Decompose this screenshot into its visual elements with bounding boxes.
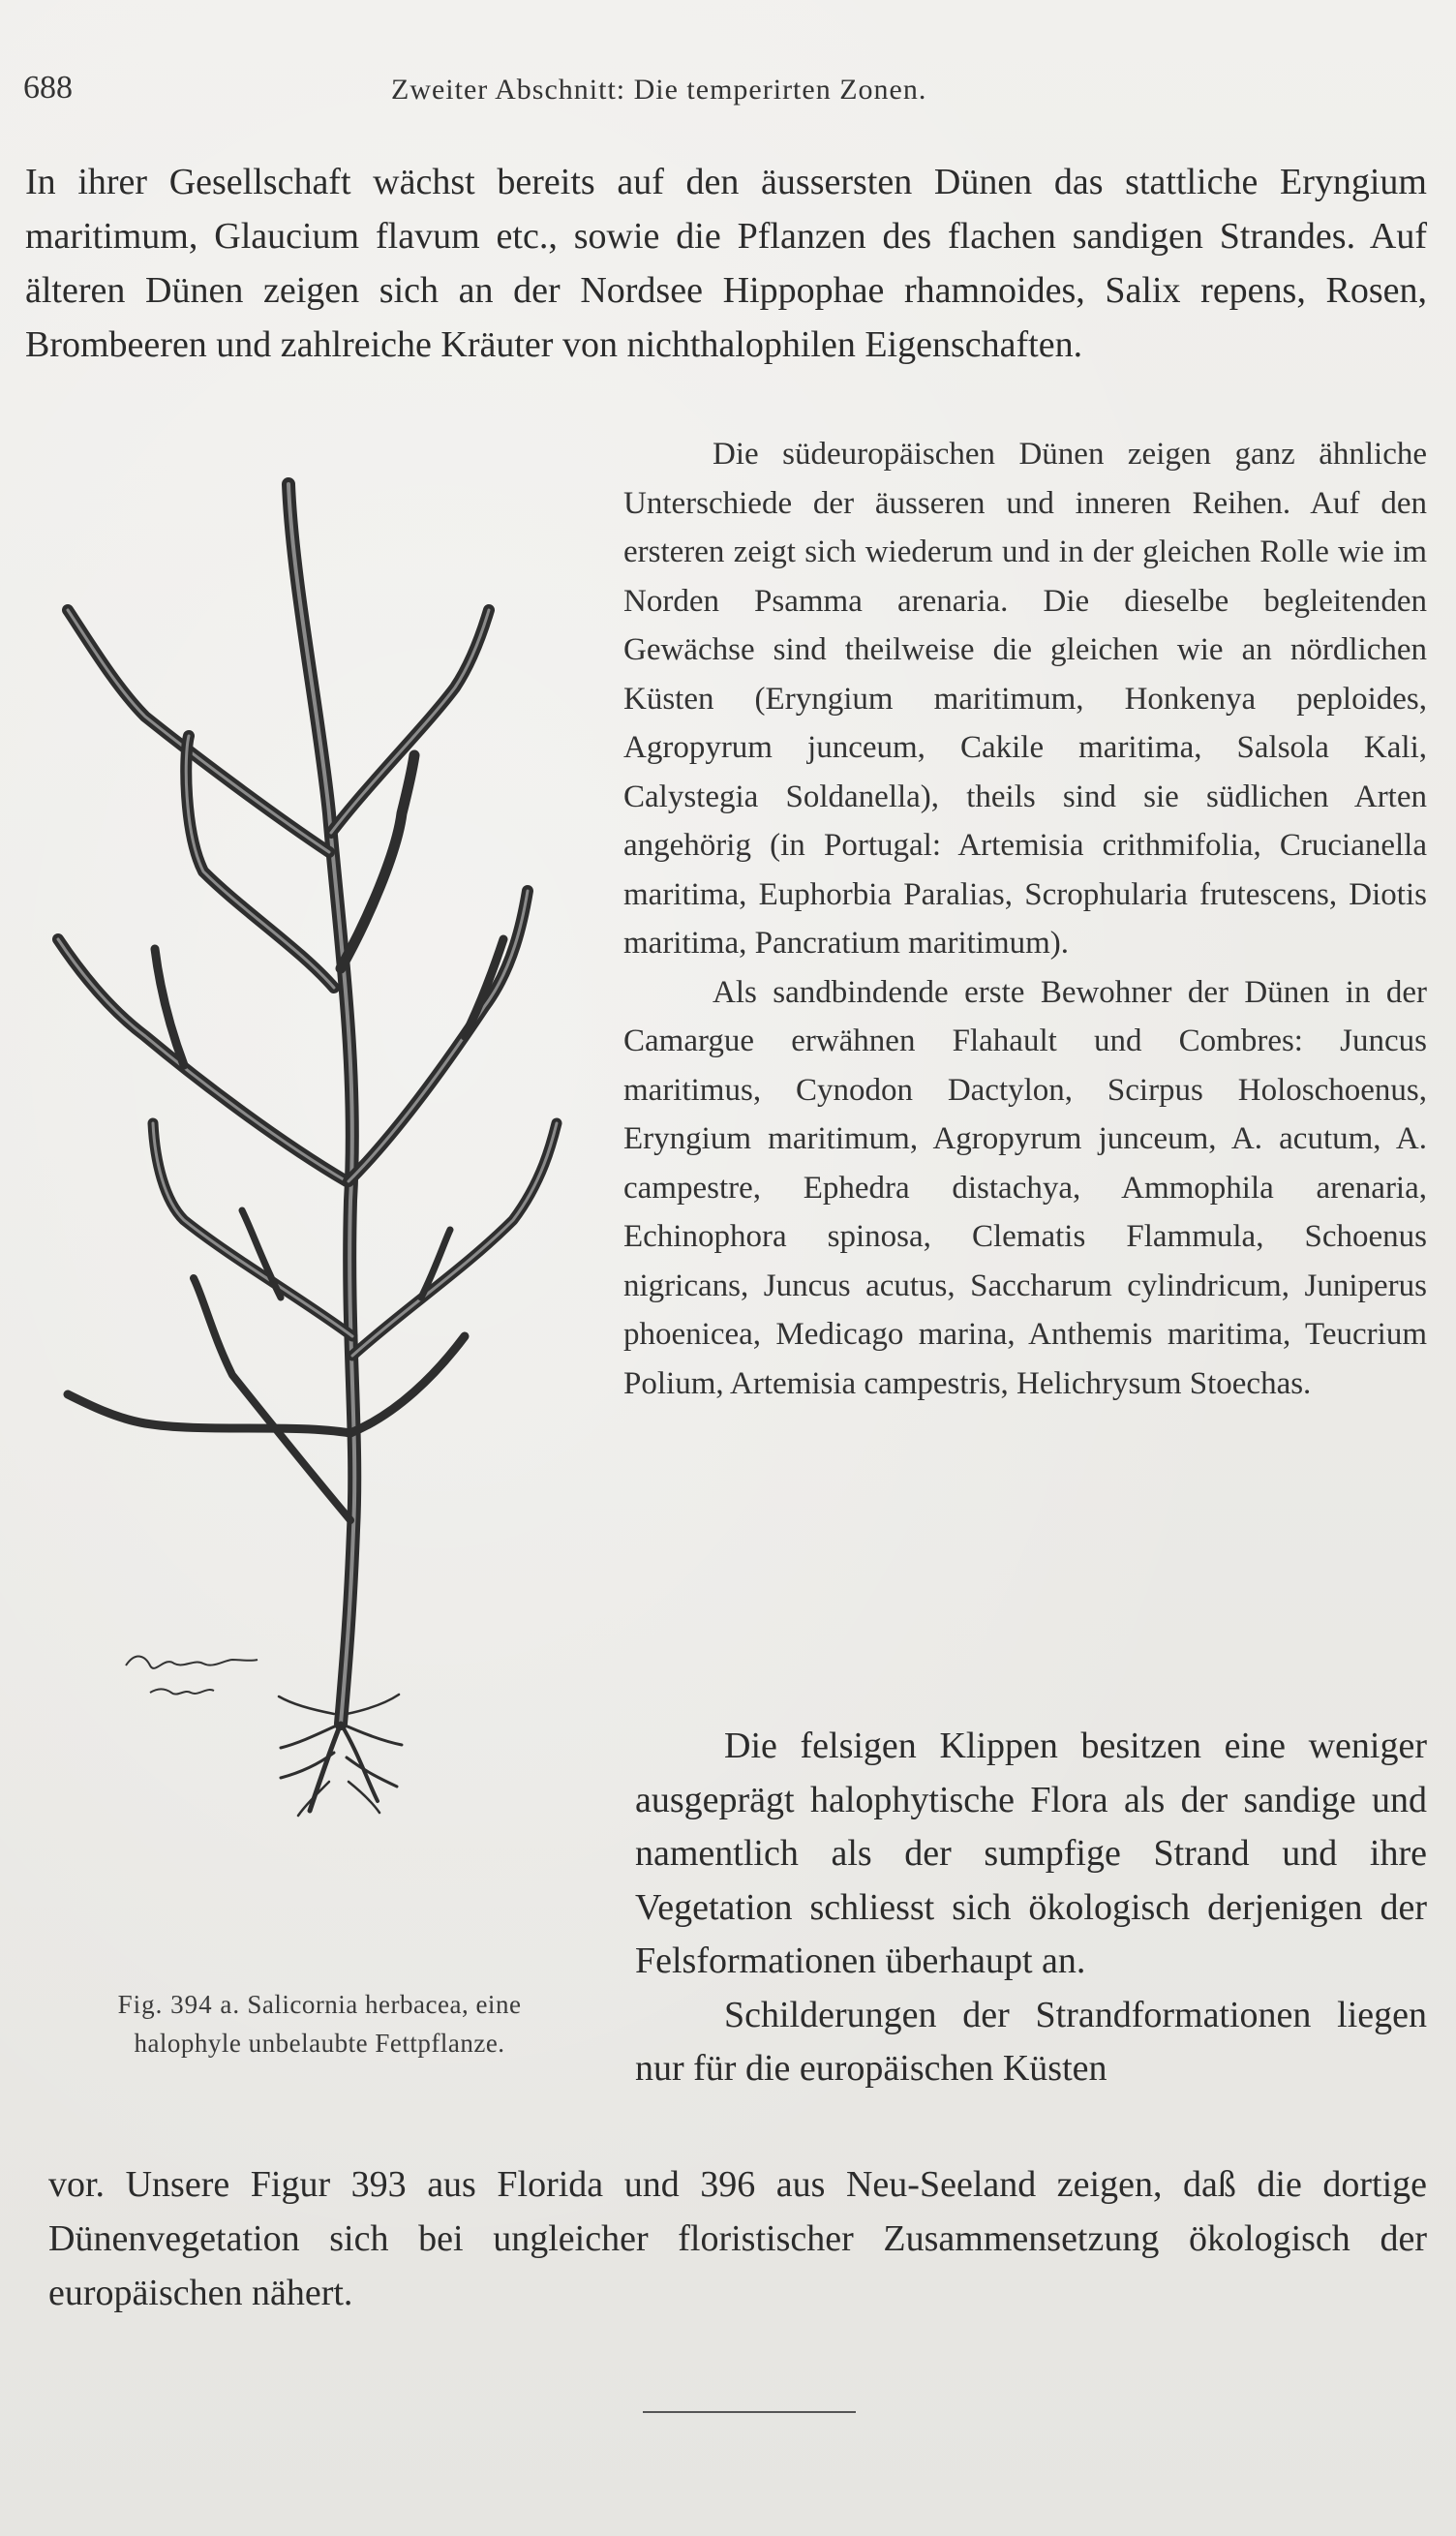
paragraph-rocky-cliffs: Die felsigen Klippen besitzen eine weniger ausgeprägt halophytische Flora als der sandige und namentlich als der sumpfige Strand und ihre Vegetation schliesst sich ökologisch derjenigen der Felsformationen überhaupt an. — [635, 1726, 1427, 1981]
paragraph-descriptions-start: Schilderungen der Strandformationen liegen nur für die europäischen Küsten — [635, 1994, 1427, 2089]
page-header — [23, 70, 1433, 112]
bottom-paragraph: vor. Unsere Figur 393 aus Florida und 396 aus Neu-Seeland zeigen, daß die dortige Dünenvegetation sich bei ungleicher floristischer Zusammensetzung ökologisch der europäischen nähert. — [48, 2164, 1427, 2313]
figure-label: Fig. 394 a. — [117, 1990, 241, 2019]
salicornia-plant-drawing — [39, 465, 581, 1975]
bottom-paragraph-block — [48, 2157, 1427, 2320]
top-paragraph-block — [25, 155, 1427, 372]
top-paragraph: In ihrer Gesellschaft wächst bereits auf den äussersten Dünen das stattliche Eryngium maritimum, Glaucium flavum etc., sowie die Pflanzen des flachen sandigen Strandes. Auf älteren Dünen zeigen sich an der Nordsee Hippophae rhamnoides, Salix repens, Rosen, Brombeeren und zahlreiche Kräuter von nichthalophilen Eigenschaften. — [25, 162, 1427, 365]
running-head: Zweiter Abschnitt: Die temperirten Zonen. — [391, 74, 927, 106]
paragraph-camargue: Als sandbindende erste Bewohner der Dünen in der Camargue erwähnen Flahault und Combres: Juncus maritimus, Cynodon Dactylon, Scirpus Holoschoenus, Eryngium maritimum, Agropyrum junceum, A. acutum, A. campestre, Ephedra distachya, Ammophila arenaria, Echinophora spinosa, Clematis Flammula, Schoenus nigricans, Juncus acutus, Saccharum cylindricum, Juniperus phoenicea, Medicago marina, Anthemis maritima, Teucrium Polium, Artemisia campestris, Helichrysum Stoechas. — [623, 974, 1427, 1401]
caption-line-1: Salicornia herbacea, eine — [247, 1990, 522, 2019]
right-column-large — [635, 1720, 1427, 2096]
figure-caption — [39, 1985, 600, 2062]
paragraph-southern-dunes: Die südeuropäischen Dünen zeigen ganz ähnliche Unterschiede der äusseren und inneren Reihen. Auf den ersteren zeigt sich wiederum und in der gleichen Rolle wie im Norden Psamma arenaria. Die dieselbe begleitenden Gewächse sind theilweise die gleichen wie an nördlichen Küsten (Eryngium maritimum, Honkenya peploides, Agropyrum junceum, Cakile maritima, Salsola Kali, Calystegia Soldanella), theils sind sie südlichen Arten angehörig (in Portugal: Artemisia crithmifolia, Crucianella maritima, Euphorbia Paralias, Scrophularia frutescens, Diotis maritima, Pancratium maritimum). — [623, 437, 1427, 961]
page-number: 688 — [23, 70, 73, 106]
end-rule-divider — [643, 2411, 856, 2413]
figure-illustration — [39, 465, 581, 1975]
caption-line-2: halophyle unbelaubte Fettpflanze. — [134, 2029, 505, 2058]
right-column-small — [623, 430, 1427, 1408]
